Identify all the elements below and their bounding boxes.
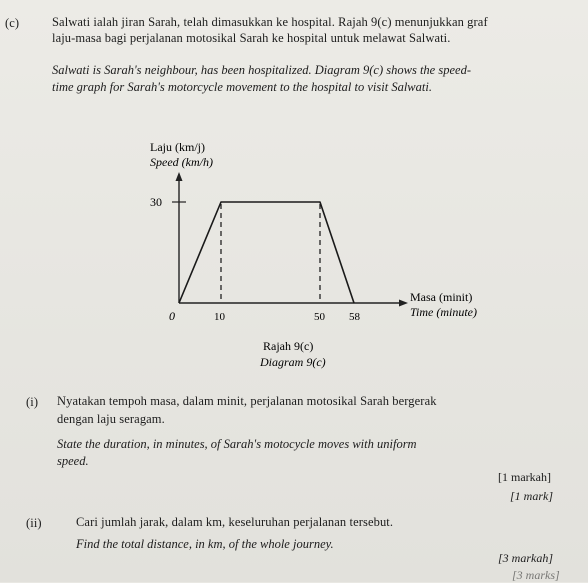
caption-malay: Rajah 9(c) (263, 339, 314, 353)
speed-time-series (179, 202, 354, 303)
sub-i-label: (i) (26, 395, 39, 409)
intro-english-line-1: Salwati is Sarah's neighbour, has been hospitalized. Diagram 9(c) shows the speed- (52, 63, 471, 77)
x-tick-label-58: 58 (349, 311, 360, 323)
sub-ii-marks-english: [3 marks] (512, 568, 560, 582)
sub-i-malay-line-1: Nyatakan tempoh masa, dalam minit, perjalanan motosikal Sarah bergerak (57, 394, 437, 408)
sub-i-english-line-1: State the duration, in minutes, of Sarah's motocycle moves with uniform (57, 437, 417, 451)
y-axis-label-english: Speed (km/h) (150, 155, 213, 169)
intro-malay-line-1: Salwati ialah jiran Sarah, telah dimasukkan ke hospital. Rajah 9(c) menunjukkan graf (52, 15, 488, 29)
sub-ii-marks-malay: [3 markah] (498, 551, 554, 565)
part-label: (c) (5, 16, 20, 30)
sub-ii-malay: Cari jumlah jarak, dalam km, keseluruhan perjalanan tersebut. (76, 515, 394, 529)
caption-english: Diagram 9(c) (260, 355, 326, 369)
x-axis-label-malay: Masa (minit) (410, 290, 473, 304)
y-tick-label-30: 30 (150, 195, 162, 209)
y-axis-label-malay: Laju (km/j) (150, 140, 205, 154)
intro-malay-line-2: laju-masa bagi perjalanan motosikal Sarah ke hospital untuk melawat Salwati. (52, 31, 451, 45)
x-tick-label-10: 10 (214, 311, 225, 323)
x-axis-arrow (399, 300, 408, 307)
sub-ii-label: (ii) (26, 516, 42, 530)
x-tick-label-50: 50 (314, 311, 325, 323)
sub-ii-english: Find the total distance, in km, of the whole journey. (76, 537, 334, 551)
sub-i-english-line-2: speed. (57, 454, 89, 468)
x-axis-label-english: Time (minute) (410, 305, 477, 319)
sub-i-malay-line-2: dengan laju seragam. (57, 412, 165, 426)
sub-i-marks-english: [1 mark] (510, 489, 554, 503)
sub-i-marks-malay: [1 markah] (498, 470, 551, 484)
intro-english-line-2: time graph for Sarah's motorcycle movement to the hospital to visit Salwati. (52, 80, 432, 94)
origin-label: 0 (169, 309, 175, 323)
y-axis-arrow (176, 172, 183, 181)
